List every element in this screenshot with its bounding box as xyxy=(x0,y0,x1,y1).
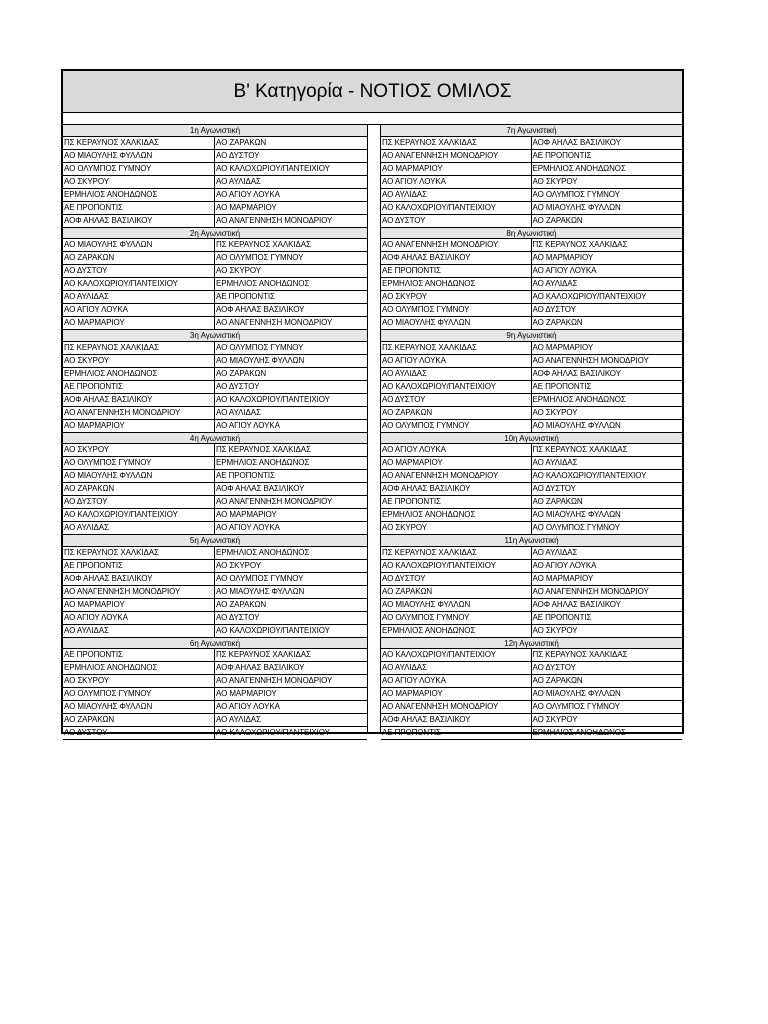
away-team: ΕΡΜΗΛΙΟΣ ΑΝΟΗΔΩΝΟΣ xyxy=(216,279,310,288)
page-title: Β' Κατηγορία - ΝΟΤΙΟΣ ΟΜΙΛΟΣ xyxy=(63,71,682,113)
away-team: ΑΟ ΜΑΡΜΑΡΙΟΥ xyxy=(216,510,277,519)
round-header: 3η Αγωνιστική xyxy=(63,330,367,342)
match-row xyxy=(381,176,682,189)
home-team: ΑΟ ΜΙΑΟΥΛΗΣ ΦΥΛΛΩΝ xyxy=(63,701,215,713)
match-row xyxy=(381,573,682,586)
away-team: ΑΟ ΖΑΡΑΚΩΝ xyxy=(532,215,583,225)
away-team: ΑΟ ΜΙΑΟΥΛΗΣ ΦΥΛΛΩΝ xyxy=(532,689,621,698)
home-team: ΑΟ ΑΓΙΟΥ ΛΟΥΚΑ xyxy=(63,304,215,316)
match-row xyxy=(63,304,367,317)
match-row xyxy=(63,381,367,394)
away-team: ΑΟ ΔΥΣΤΟΥ xyxy=(532,305,576,314)
away-team: ΑΟ ΣΚΥΡΟΥ xyxy=(532,407,578,417)
away-team: ΑΟ ΔΥΣΤΟΥ xyxy=(532,663,576,672)
home-team: ΠΣ ΚΕΡΑΥΝΟΣ ΧΑΛΚΙΔΑΣ xyxy=(381,137,532,149)
away-team: ΑΟ ΚΑΛΟΧΩΡΙΟΥ/ΠΑΝΤΕΙΧΙΟΥ xyxy=(216,625,330,635)
match-row xyxy=(63,599,367,612)
home-team: ΑΟ ΖΑΡΑΚΩΝ xyxy=(63,714,215,726)
match-row xyxy=(381,457,682,470)
round-block xyxy=(381,433,682,536)
match-row xyxy=(63,509,367,522)
match-row xyxy=(381,599,682,612)
home-team: ΑΟΦ ΑΗΛΑΣ ΒΑΣΙΛΙΚΟΥ xyxy=(381,483,532,495)
match-row xyxy=(381,714,682,727)
round-block xyxy=(381,638,682,741)
away-team: ΑΟ ΜΑΡΜΑΡΙΟΥ xyxy=(532,342,594,352)
home-team: ΑΟ ΑΝΑΓΕΝΝΗΣΗ ΜΟΝΟΔΡΙΟΥ xyxy=(63,586,215,598)
away-team: ΑΟ ΑΓΙΟΥ ΛΟΥΚΑ xyxy=(216,702,280,711)
away-team: ΑΟ ΜΑΡΜΑΡΙΟΥ xyxy=(216,689,277,698)
home-team: ΑΟ ΜΑΡΜΑΡΙΟΥ xyxy=(63,317,215,329)
away-team: ΑΟ ΟΛΥΜΠΟΣ ΓΥΜΝΟΥ xyxy=(532,702,620,711)
away-team: ΑΟ ΜΙΑΟΥΛΗΣ ΦΥΛΛΩΝ xyxy=(532,202,621,212)
round-header: 7η Αγωνιστική xyxy=(381,125,682,137)
home-team: ΑΟ ΑΥΛΙΔΑΣ xyxy=(63,291,215,303)
round-header: 1η Αγωνιστική xyxy=(63,125,367,137)
away-team: ΑΟΦ ΑΗΛΑΣ ΒΑΣΙΛΙΚΟΥ xyxy=(216,305,305,314)
home-team: ΑΟ ΜΙΑΟΥΛΗΣ ΦΥΛΛΩΝ xyxy=(381,599,532,611)
round-block xyxy=(381,228,682,331)
home-team: ΑΟ ΜΑΡΜΑΡΙΟΥ xyxy=(63,420,215,432)
rounds-column-left xyxy=(63,125,367,740)
home-team: ΑΟΦ ΑΗΛΑΣ ΒΑΣΙΛΙΚΟΥ xyxy=(381,714,532,726)
round-header: 6η Αγωνιστική xyxy=(63,638,367,650)
away-team: ΑΟ ΑΝΑΓΕΝΝΗΣΗ ΜΟΝΟΔΡΙΟΥ xyxy=(532,355,649,365)
away-team: ΑΟ ΑΝΑΓΕΝΝΗΣΗ ΜΟΝΟΔΡΙΟΥ xyxy=(216,215,333,225)
home-team: ΑΟ ΜΙΑΟΥΛΗΣ ΦΥΛΛΩΝ xyxy=(63,470,215,482)
home-team: ΑΟ ΜΑΡΜΑΡΙΟΥ xyxy=(63,599,215,611)
away-team: ΑΟ ΜΑΡΜΑΡΙΟΥ xyxy=(216,202,277,212)
home-team: ΑΟ ΔΥΣΤΟΥ xyxy=(381,394,532,406)
match-row xyxy=(63,483,367,496)
home-team: ΑΟ ΔΥΣΤΟΥ xyxy=(63,265,215,277)
match-row xyxy=(63,278,367,291)
away-team: ΑΟ ΟΛΥΜΠΟΣ ΓΥΜΝΟΥ xyxy=(216,573,304,583)
away-team: ΑΟ ΑΓΙΟΥ ΛΟΥΚΑ xyxy=(216,420,280,430)
home-team: ΠΣ ΚΕΡΑΥΝΟΣ ΧΑΛΚΙΔΑΣ xyxy=(63,137,215,149)
away-team: ΑΟ ΣΚΥΡΟΥ xyxy=(532,176,578,186)
home-team: ΑΕ ΠΡΟΠΟΝΤΙΣ xyxy=(381,265,532,277)
away-team: ΑΟ ΖΑΡΑΚΩΝ xyxy=(216,137,267,147)
match-row xyxy=(381,368,682,381)
away-team: ΑΟΦ ΑΗΛΑΣ ΒΑΣΙΛΙΚΟΥ xyxy=(532,368,621,378)
match-row xyxy=(63,586,367,599)
home-team: ΑΟΦ ΑΗΛΑΣ ΒΑΣΙΛΙΚΟΥ xyxy=(63,573,215,585)
match-row xyxy=(63,239,367,252)
home-team: ΑΟ ΟΛΥΜΠΟΣ ΓΥΜΝΟΥ xyxy=(381,420,532,432)
match-row xyxy=(63,714,367,727)
round-block xyxy=(63,330,367,433)
round-block xyxy=(381,125,682,228)
away-team: ΑΟ ΟΛΥΜΠΟΣ ΓΥΜΝΟΥ xyxy=(532,189,620,199)
home-team: ΑΟΦ ΑΗΛΑΣ ΒΑΣΙΛΙΚΟΥ xyxy=(63,394,215,406)
fixture-sheet xyxy=(61,69,684,737)
match-row xyxy=(381,317,682,330)
away-team: ΑΕ ΠΡΟΠΟΝΤΙΣ xyxy=(532,381,592,391)
home-team: ΑΟ ΑΝΑΓΕΝΝΗΣΗ ΜΟΝΟΔΡΙΟΥ xyxy=(381,239,532,251)
away-team: ΕΡΜΗΛΙΟΣ ΑΝΟΗΔΩΝΟΣ xyxy=(532,394,626,404)
home-team: ΑΟ ΣΚΥΡΟΥ xyxy=(63,675,215,687)
home-team: ΕΡΜΗΛΙΟΣ ΑΝΟΗΔΩΝΟΣ xyxy=(381,625,532,637)
away-team: ΑΟ ΑΝΑΓΕΝΝΗΣΗ ΜΟΝΟΔΡΙΟΥ xyxy=(216,676,333,685)
home-team: ΑΟΦ ΑΗΛΑΣ ΒΑΣΙΛΙΚΟΥ xyxy=(381,252,532,264)
match-row xyxy=(381,522,682,535)
away-team: ΑΟ ΑΥΛΙΔΑΣ xyxy=(216,407,261,417)
match-row xyxy=(381,202,682,215)
match-row xyxy=(381,470,682,483)
match-row xyxy=(63,649,367,662)
match-row xyxy=(63,317,367,330)
away-team: ΑΕ ΠΡΟΠΟΝΤΙΣ xyxy=(532,612,592,622)
away-team: ΕΡΜΗΛΙΟΣ ΑΝΟΗΔΩΝΟΣ xyxy=(532,728,626,737)
home-team: ΑΟ ΜΑΡΜΑΡΙΟΥ xyxy=(381,457,532,469)
home-team: ΑΟ ΑΓΙΟΥ ΛΟΥΚΑ xyxy=(381,355,532,367)
match-row xyxy=(381,189,682,202)
match-row xyxy=(63,420,367,433)
match-row xyxy=(381,278,682,291)
round-header: 11η Αγωνιστική xyxy=(381,535,682,547)
home-team: ΑΟ ΟΛΥΜΠΟΣ ΓΥΜΝΟΥ xyxy=(63,457,215,469)
match-row xyxy=(63,215,367,228)
match-row xyxy=(63,612,367,625)
home-team: ΑΟ ΖΑΡΑΚΩΝ xyxy=(63,483,215,495)
home-team: ΕΡΜΗΛΙΟΣ ΑΝΟΗΔΩΝΟΣ xyxy=(381,278,532,290)
match-row xyxy=(63,727,367,740)
match-row xyxy=(63,189,367,202)
round-block xyxy=(63,535,367,638)
home-team: ΑΟ ΟΛΥΜΠΟΣ ΓΥΜΝΟΥ xyxy=(381,304,532,316)
match-row xyxy=(63,701,367,714)
match-row xyxy=(63,368,367,381)
match-row xyxy=(381,560,682,573)
match-row xyxy=(381,612,682,625)
column-separator xyxy=(367,125,381,732)
home-team: ΑΟ ΑΥΛΙΔΑΣ xyxy=(63,625,215,637)
match-row xyxy=(63,163,367,176)
match-row xyxy=(381,701,682,714)
round-header: 2η Αγωνιστική xyxy=(63,228,367,240)
match-row xyxy=(381,304,682,317)
title-spacer-row xyxy=(63,113,682,125)
home-team: ΑΟ ΚΑΛΟΧΩΡΙΟΥ/ΠΑΝΤΕΙΧΙΟΥ xyxy=(381,649,532,661)
match-row xyxy=(381,496,682,509)
match-row xyxy=(381,163,682,176)
match-row xyxy=(63,547,367,560)
match-row xyxy=(63,457,367,470)
home-team: ΑΟ ΜΙΑΟΥΛΗΣ ΦΥΛΛΩΝ xyxy=(63,150,215,162)
home-team: ΑΟ ΖΑΡΑΚΩΝ xyxy=(63,252,215,264)
round-header: 12η Αγωνιστική xyxy=(381,638,682,650)
match-row xyxy=(63,176,367,189)
home-team: ΑΟ ΑΥΛΙΔΑΣ xyxy=(381,189,532,201)
away-team: ΑΟ ΑΓΙΟΥ ΛΟΥΚΑ xyxy=(216,523,280,532)
home-team: ΑΕ ΠΡΟΠΟΝΤΙΣ xyxy=(381,727,532,739)
away-team: ΑΕ ΠΡΟΠΟΝΤΙΣ xyxy=(532,150,592,160)
home-team: ΑΟ ΑΥΛΙΔΑΣ xyxy=(381,662,532,674)
away-team: ΑΟ ΖΑΡΑΚΩΝ xyxy=(532,318,583,327)
away-team: ΑΟ ΚΑΛΟΧΩΡΙΟΥ/ΠΑΝΤΕΙΧΙΟΥ xyxy=(216,394,330,404)
away-team: ΕΡΜΗΛΙΟΣ ΑΝΟΗΔΩΝΟΣ xyxy=(532,163,626,173)
away-team: ΑΟ ΣΚΥΡΟΥ xyxy=(216,266,261,275)
match-row xyxy=(63,470,367,483)
match-row xyxy=(381,547,682,560)
away-team: ΠΣ ΚΕΡΑΥΝΟΣ ΧΑΛΚΙΔΑΣ xyxy=(532,445,628,454)
home-team: ΕΡΜΗΛΙΟΣ ΑΝΟΗΔΩΝΟΣ xyxy=(63,368,215,380)
away-team: ΑΟ ΑΝΑΓΕΝΝΗΣΗ ΜΟΝΟΔΡΙΟΥ xyxy=(216,497,333,506)
round-header: 4η Αγωνιστική xyxy=(63,433,367,445)
match-row xyxy=(381,662,682,675)
away-team: ΑΟ ΑΝΑΓΕΝΝΗΣΗ ΜΟΝΟΔΡΙΟΥ xyxy=(532,586,649,596)
match-row xyxy=(63,150,367,163)
home-team: ΑΟ ΟΛΥΜΠΟΣ ΓΥΜΝΟΥ xyxy=(63,163,215,175)
match-row xyxy=(381,381,682,394)
home-team: ΕΡΜΗΛΙΟΣ ΑΝΟΗΔΩΝΟΣ xyxy=(63,189,215,201)
away-team: ΑΟ ΜΙΑΟΥΛΗΣ ΦΥΛΛΩΝ xyxy=(216,586,305,596)
round-header: 8η Αγωνιστική xyxy=(381,228,682,240)
away-team: ΑΟ ΚΑΛΟΧΩΡΙΟΥ/ΠΑΝΤΕΙΧΙΟΥ xyxy=(216,728,330,737)
away-team: ΑΟΦ ΑΗΛΑΣ ΒΑΣΙΛΙΚΟΥ xyxy=(216,663,305,672)
match-row xyxy=(381,509,682,522)
home-team: ΑΟΦ ΑΗΛΑΣ ΒΑΣΙΛΙΚΟΥ xyxy=(63,215,215,227)
match-row xyxy=(63,355,367,368)
home-team: ΑΕ ΠΡΟΠΟΝΤΙΣ xyxy=(63,202,215,214)
match-row xyxy=(381,586,682,599)
round-header: 10η Αγωνιστική xyxy=(381,433,682,445)
match-row xyxy=(381,483,682,496)
home-team: ΑΟ ΑΝΑΓΕΝΝΗΣΗ ΜΟΝΟΔΡΙΟΥ xyxy=(381,701,532,713)
home-team: ΑΟ ΟΛΥΜΠΟΣ ΓΥΜΝΟΥ xyxy=(381,612,532,624)
away-team: ΕΡΜΗΛΙΟΣ ΑΝΟΗΔΩΝΟΣ xyxy=(216,458,310,467)
home-team: ΑΟ ΔΥΣΤΟΥ xyxy=(381,573,532,585)
away-team: ΠΣ ΚΕΡΑΥΝΟΣ ΧΑΛΚΙΔΑΣ xyxy=(532,240,628,249)
away-team: ΑΟ ΜΙΑΟΥΛΗΣ ΦΥΛΛΩΝ xyxy=(532,510,621,519)
home-team: ΑΟ ΑΝΑΓΕΝΝΗΣΗ ΜΟΝΟΔΡΙΟΥ xyxy=(381,150,532,162)
home-team: ΑΟ ΚΑΛΟΧΩΡΙΟΥ/ΠΑΝΤΕΙΧΙΟΥ xyxy=(381,381,532,393)
away-team: ΑΟ ΑΥΛΙΔΑΣ xyxy=(216,715,261,724)
away-team: ΑΟ ΣΚΥΡΟΥ xyxy=(532,625,578,635)
away-team: ΑΟ ΖΑΡΑΚΩΝ xyxy=(216,599,267,609)
match-row xyxy=(381,420,682,433)
home-team: ΑΕ ΠΡΟΠΟΝΤΙΣ xyxy=(63,649,215,661)
home-team: ΠΣ ΚΕΡΑΥΝΟΣ ΧΑΛΚΙΔΑΣ xyxy=(381,547,532,559)
away-team: ΑΟ ΔΥΣΤΟΥ xyxy=(532,484,576,493)
match-row xyxy=(63,625,367,638)
match-row xyxy=(63,662,367,675)
home-team: ΑΟ ΜΑΡΜΑΡΙΟΥ xyxy=(381,688,532,700)
home-team: ΑΟ ΑΝΑΓΕΝΝΗΣΗ ΜΟΝΟΔΡΙΟΥ xyxy=(381,470,532,482)
away-team: ΑΟ ΚΑΛΟΧΩΡΙΟΥ/ΠΑΝΤΕΙΧΙΟΥ xyxy=(532,292,647,301)
away-team: ΑΟ ΚΑΛΟΧΩΡΙΟΥ/ΠΑΝΤΕΙΧΙΟΥ xyxy=(216,163,330,173)
round-block xyxy=(381,330,682,433)
away-team: ΑΕ ΠΡΟΠΟΝΤΙΣ xyxy=(216,292,275,301)
away-team: ΑΟ ΔΥΣΤΟΥ xyxy=(216,612,260,622)
away-team: ΠΣ ΚΕΡΑΥΝΟΣ ΧΑΛΚΙΔΑΣ xyxy=(216,650,311,659)
round-block xyxy=(381,535,682,638)
match-row xyxy=(63,444,367,457)
away-team: ΠΣ ΚΕΡΑΥΝΟΣ ΧΑΛΚΙΔΑΣ xyxy=(216,240,311,249)
home-team: ΑΟ ΣΚΥΡΟΥ xyxy=(63,355,215,367)
home-team: ΑΟ ΑΓΙΟΥ ΛΟΥΚΑ xyxy=(381,675,532,687)
match-row xyxy=(63,573,367,586)
home-team: ΑΟ ΑΓΙΟΥ ΛΟΥΚΑ xyxy=(381,176,532,188)
home-team: ΑΟ ΑΓΙΟΥ ΛΟΥΚΑ xyxy=(63,612,215,624)
home-team: ΑΟ ΣΚΥΡΟΥ xyxy=(381,291,532,303)
match-row xyxy=(63,675,367,688)
home-team: ΑΟ ΔΥΣΤΟΥ xyxy=(381,215,532,227)
home-team: ΑΟ ΚΑΛΟΧΩΡΙΟΥ/ΠΑΝΤΕΙΧΙΟΥ xyxy=(63,509,215,521)
round-block xyxy=(63,228,367,331)
home-team: ΑΕ ΠΡΟΠΟΝΤΙΣ xyxy=(381,496,532,508)
match-row xyxy=(381,407,682,420)
away-team: ΕΡΜΗΛΙΟΣ ΑΝΟΗΔΩΝΟΣ xyxy=(216,547,310,557)
round-block xyxy=(63,433,367,536)
away-team: ΑΟ ΑΥΛΙΔΑΣ xyxy=(216,176,261,186)
match-row xyxy=(63,137,367,150)
away-team: ΑΟ ΑΥΛΙΔΑΣ xyxy=(532,547,578,557)
home-team: ΑΟ ΔΥΣΤΟΥ xyxy=(63,496,215,508)
round-block xyxy=(63,125,367,228)
away-team: ΑΟ ΑΓΙΟΥ ΛΟΥΚΑ xyxy=(532,560,597,570)
rounds-column-right xyxy=(381,125,682,740)
home-team: ΕΡΜΗΛΙΟΣ ΑΝΟΗΔΩΝΟΣ xyxy=(63,662,215,674)
match-row xyxy=(63,252,367,265)
home-team: ΑΟ ΣΚΥΡΟΥ xyxy=(63,176,215,188)
round-header: 9η Αγωνιστική xyxy=(381,330,682,342)
away-team: ΑΕ ΠΡΟΠΟΝΤΙΣ xyxy=(216,471,275,480)
away-team: ΠΣ ΚΕΡΑΥΝΟΣ ΧΑΛΚΙΔΑΣ xyxy=(216,445,311,454)
match-row xyxy=(63,496,367,509)
match-row xyxy=(381,215,682,228)
away-team: ΑΟ ΖΑΡΑΚΩΝ xyxy=(532,676,583,685)
away-team: ΑΟΦ ΑΗΛΑΣ ΒΑΣΙΛΙΚΟΥ xyxy=(532,137,621,147)
match-row xyxy=(381,727,682,740)
away-team: ΑΟ ΖΑΡΑΚΩΝ xyxy=(532,497,583,506)
match-row xyxy=(63,265,367,278)
away-team: ΑΟ ΖΑΡΑΚΩΝ xyxy=(216,368,267,378)
home-team: ΑΟ ΚΑΛΟΧΩΡΙΟΥ/ΠΑΝΤΕΙΧΙΟΥ xyxy=(381,560,532,572)
home-team: ΑΟ ΣΚΥΡΟΥ xyxy=(63,444,215,456)
away-team: ΑΟ ΑΓΙΟΥ ΛΟΥΚΑ xyxy=(532,266,597,275)
home-team: ΑΟ ΖΑΡΑΚΩΝ xyxy=(381,586,532,598)
away-team: ΑΟ ΜΙΑΟΥΛΗΣ ΦΥΛΛΩΝ xyxy=(532,420,621,430)
match-row xyxy=(63,291,367,304)
home-team: ΑΟ ΜΙΑΟΥΛΗΣ ΦΥΛΛΩΝ xyxy=(381,317,532,329)
away-team: ΑΟ ΔΥΣΤΟΥ xyxy=(216,150,260,160)
home-team: ΠΣ ΚΕΡΑΥΝΟΣ ΧΑΛΚΙΔΑΣ xyxy=(63,547,215,559)
away-team: ΑΟ ΟΛΥΜΠΟΣ ΓΥΜΝΟΥ xyxy=(216,253,304,262)
home-team: ΑΟ ΑΓΙΟΥ ΛΟΥΚΑ xyxy=(381,444,532,456)
home-team: ΑΟ ΚΑΛΟΧΩΡΙΟΥ/ΠΑΝΤΕΙΧΙΟΥ xyxy=(63,278,215,290)
match-row xyxy=(381,265,682,278)
home-team: ΑΟ ΔΥΣΤΟΥ xyxy=(63,727,215,739)
home-team: ΠΣ ΚΕΡΑΥΝΟΣ ΧΑΛΚΙΔΑΣ xyxy=(63,342,215,354)
home-team: ΑΟ ΑΝΑΓΕΝΝΗΣΗ ΜΟΝΟΔΡΙΟΥ xyxy=(63,407,215,419)
away-team: ΠΣ ΚΕΡΑΥΝΟΣ ΧΑΛΚΙΔΑΣ xyxy=(532,650,628,659)
home-team: ΕΡΜΗΛΙΟΣ ΑΝΟΗΔΩΝΟΣ xyxy=(381,509,532,521)
match-row xyxy=(63,342,367,355)
away-team: ΑΟ ΟΛΥΜΠΟΣ ΓΥΜΝΟΥ xyxy=(216,342,304,352)
match-row xyxy=(381,625,682,638)
away-team: ΑΟ ΣΚΥΡΟΥ xyxy=(216,560,261,570)
home-team: ΑΟ ΑΥΛΙΔΑΣ xyxy=(63,522,215,534)
away-team: ΑΟ ΔΥΣΤΟΥ xyxy=(216,381,260,391)
home-team: ΑΕ ΠΡΟΠΟΝΤΙΣ xyxy=(63,381,215,393)
match-row xyxy=(381,252,682,265)
home-team: ΑΟ ΚΑΛΟΧΩΡΙΟΥ/ΠΑΝΤΕΙΧΙΟΥ xyxy=(381,202,532,214)
home-team: ΑΟ ΑΥΛΙΔΑΣ xyxy=(381,368,532,380)
match-row xyxy=(63,522,367,535)
match-row xyxy=(381,355,682,368)
away-team: ΑΟ ΜΑΡΜΑΡΙΟΥ xyxy=(532,253,594,262)
away-team: ΑΟ ΣΚΥΡΟΥ xyxy=(532,715,578,724)
match-row xyxy=(381,137,682,150)
round-block xyxy=(63,638,367,741)
away-team: ΑΟΦ ΑΗΛΑΣ ΒΑΣΙΛΙΚΟΥ xyxy=(216,484,305,493)
match-row xyxy=(381,291,682,304)
match-row xyxy=(381,150,682,163)
match-row xyxy=(381,675,682,688)
away-team: ΑΟ ΑΥΛΙΔΑΣ xyxy=(532,279,578,288)
home-team: ΠΣ ΚΕΡΑΥΝΟΣ ΧΑΛΚΙΔΑΣ xyxy=(381,342,532,354)
away-team: ΑΟ ΚΑΛΟΧΩΡΙΟΥ/ΠΑΝΤΕΙΧΙΟΥ xyxy=(532,471,647,480)
home-team: ΑΟ ΖΑΡΑΚΩΝ xyxy=(381,407,532,419)
away-team: ΑΟ ΜΙΑΟΥΛΗΣ ΦΥΛΛΩΝ xyxy=(216,355,305,365)
match-row xyxy=(63,394,367,407)
match-row xyxy=(381,444,682,457)
home-team: ΑΟ ΟΛΥΜΠΟΣ ΓΥΜΝΟΥ xyxy=(63,688,215,700)
match-row xyxy=(381,688,682,701)
match-row xyxy=(63,407,367,420)
away-team: ΑΟ ΜΑΡΜΑΡΙΟΥ xyxy=(532,573,594,583)
match-row xyxy=(381,239,682,252)
away-team: ΑΟ ΟΛΥΜΠΟΣ ΓΥΜΝΟΥ xyxy=(532,523,620,532)
match-row xyxy=(63,560,367,573)
match-row xyxy=(63,688,367,701)
home-team: ΑΟ ΣΚΥΡΟΥ xyxy=(381,522,532,534)
away-team: ΑΟΦ ΑΗΛΑΣ ΒΑΣΙΛΙΚΟΥ xyxy=(532,599,621,609)
away-team: ΑΟ ΑΝΑΓΕΝΝΗΣΗ ΜΟΝΟΔΡΙΟΥ xyxy=(216,318,333,327)
home-team: ΑΟ ΜΙΑΟΥΛΗΣ ΦΥΛΛΩΝ xyxy=(63,239,215,251)
match-row xyxy=(381,649,682,662)
round-header: 5η Αγωνιστική xyxy=(63,535,367,547)
away-team: ΑΟ ΑΓΙΟΥ ΛΟΥΚΑ xyxy=(216,189,280,199)
home-team: ΑΟ ΜΑΡΜΑΡΙΟΥ xyxy=(381,163,532,175)
match-row xyxy=(381,342,682,355)
match-row xyxy=(381,394,682,407)
home-team: ΑΕ ΠΡΟΠΟΝΤΙΣ xyxy=(63,560,215,572)
match-row xyxy=(63,202,367,215)
away-team: ΑΟ ΑΥΛΙΔΑΣ xyxy=(532,458,578,467)
